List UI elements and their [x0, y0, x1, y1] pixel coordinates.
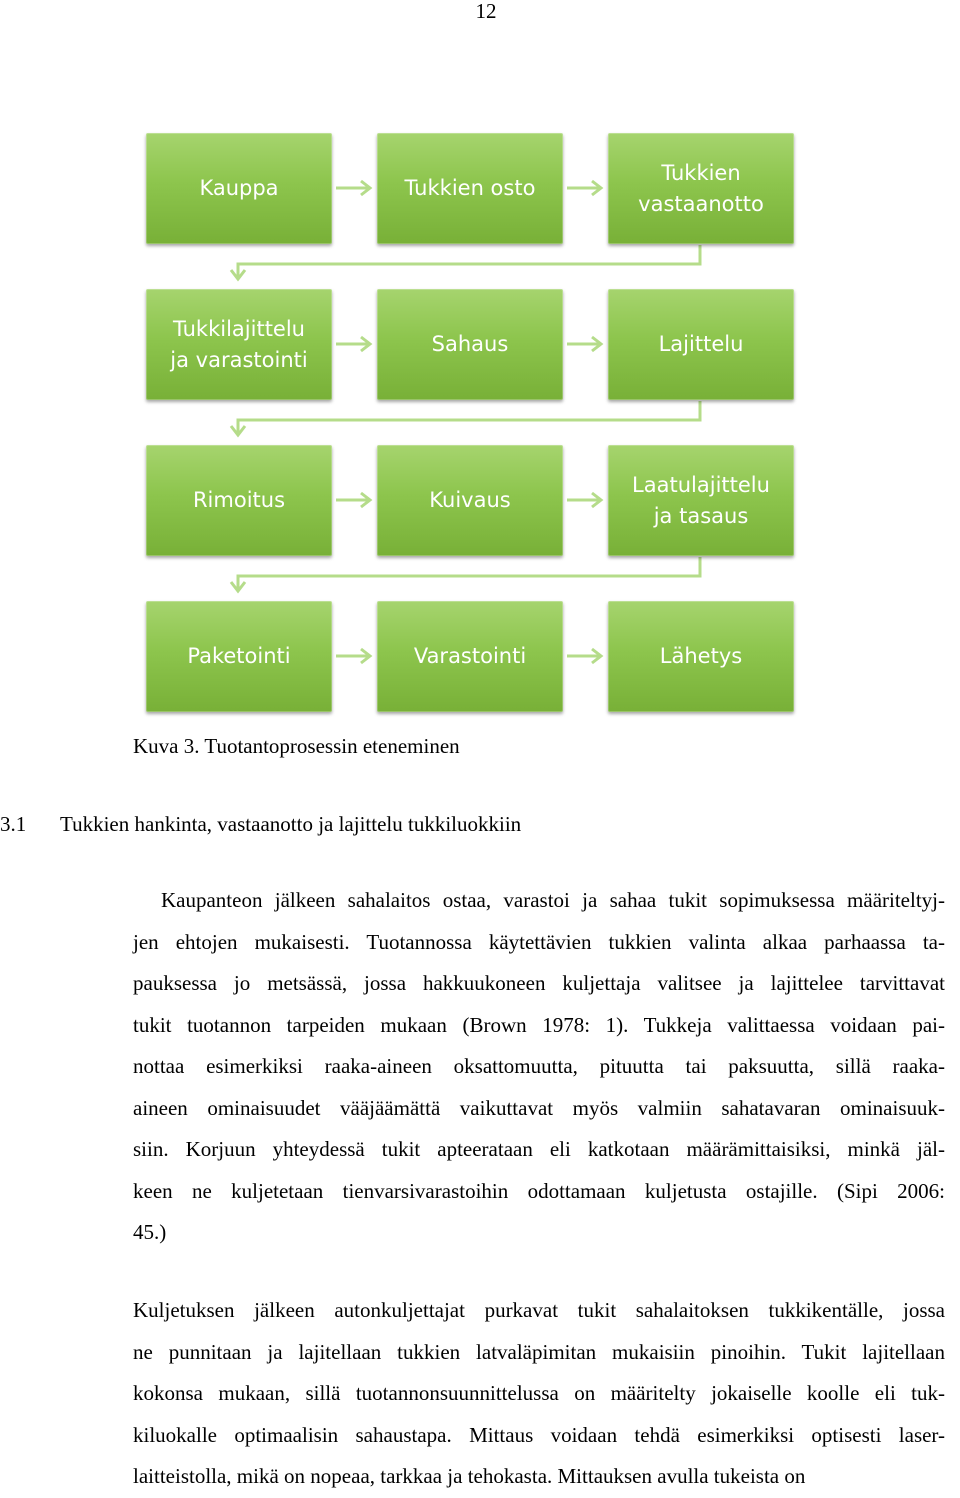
step-label: Rimoitus: [192, 488, 286, 512]
step-lajittelu: [608, 289, 794, 400]
step-sahaus: [377, 289, 563, 400]
arrow-osto-to-vastaanotto: [567, 181, 601, 195]
arrow-tukkilajittelu-to-sahaus: [336, 337, 370, 351]
section-heading: [0, 811, 521, 837]
section-number: 3.1: [0, 812, 27, 836]
section-title: Tukkien hankinta, vastaanotto ja lajittelu tukkiluokkiin: [60, 812, 522, 836]
paragraph-line: nottaa esimerkiksi raaka-aineen oksattomuutta, pituutta tai paksuutta, sillä raaka-: [133, 1054, 945, 1078]
step-label: Kauppa: [199, 176, 279, 200]
step-label: Tukkien vastaanotto: [638, 160, 764, 216]
step-laatulajittelu: [608, 445, 794, 556]
arrow-kuivaus-to-laatulajittelu: [567, 493, 601, 507]
step-label: Varastointi: [413, 644, 527, 668]
paragraph-line: 45.): [133, 1220, 167, 1244]
paragraph-line: Kuljetuksen jälkeen autonkuljettajat purkavat tukit sahalaitoksen tukkikentälle, jossa: [133, 1298, 945, 1322]
paragraph-line: kokonsa mukaan, sillä tuotannonsuunnittelussa on määritelty jokaiselle koolle eli tuk-: [133, 1381, 945, 1405]
step-label: Tukkien osto: [404, 176, 536, 200]
arrow-paketointi-to-varastointi: [336, 649, 370, 663]
step-rimoitus: [146, 445, 332, 556]
step-kuivaus: [377, 445, 563, 556]
paragraph-line: tukit tuotannon tarpeiden mukaan (Brown 1978: 1). Tukkeja valittaessa voidaan pai-: [133, 1012, 945, 1037]
step-tukkilajittelu: [146, 289, 332, 400]
arrow-rimoitus-to-kuivaus: [336, 493, 370, 507]
figure-caption: Kuva 3. Tuotantoprosessin eteneminen: [133, 734, 460, 758]
arrow-varastointi-to-lahetys: [567, 649, 601, 663]
paragraph-line: pauksessa jo metsässä, jossa hakkuukoneen kuljettaja valitsee ja lajittelee tarvittavat: [133, 971, 945, 995]
connector-row2-to-row3: [231, 401, 700, 435]
arrow-sahaus-to-lajittelu: [567, 337, 601, 351]
step-varastointi: [377, 601, 563, 712]
step-label: Sahaus: [431, 332, 509, 356]
paragraph-1: [133, 880, 945, 1254]
arrow-kauppa-to-osto: [336, 181, 370, 195]
connector-row3-to-row4: [231, 557, 700, 591]
step-label: Kuivaus: [429, 488, 511, 512]
paragraph-line: aineen ominaisuudet vääjäämättä vaikuttavat myös valmiin sahatavaran ominaisuuk-: [133, 1095, 945, 1120]
paragraph-2: [133, 1290, 945, 1498]
step-kauppa: [146, 133, 332, 244]
step-lahetys: [608, 601, 794, 712]
step-label: Lajittelu: [658, 332, 744, 356]
paragraph-line: ne punnitaan ja lajitellaan tukkien latvaläpimitan mukaisiin pinoihin. Tukit lajitellaan: [133, 1339, 945, 1364]
paragraph-line: jen ehtojen mukaisesti. Tuotannossa käytettävien tukkien valinta alkaa parhaassa ta-: [133, 929, 945, 954]
paragraph-line: keen ne kuljetetaan tienvarsivarastoihin odottamaan kuljetusta ostajille. (Sipi 2006:: [133, 1178, 945, 1203]
step-label: Tukkilajittelu ja varastointi: [170, 316, 308, 372]
paragraph-line: laitteistolla, mikä on nopeaa, tarkkaa ja tehokasta. Mittauksen avulla tukeista on: [133, 1464, 806, 1488]
paragraph-line: Kaupanteon jälkeen sahalaitos ostaa, varastoi ja sahaa tukit sopimuksessa määriteltyj-: [161, 888, 945, 912]
step-label: Paketointi: [187, 644, 291, 668]
step-tukkien-osto: [377, 133, 563, 244]
step-label: Lähetys: [659, 644, 743, 668]
step-paketointi: [146, 601, 332, 712]
process-flow-diagram: [0, 0, 960, 720]
page-number: 12: [475, 0, 497, 23]
step-tukkien-vastaanotto: [608, 133, 794, 244]
paragraph-line: kiluokalle optimaalisin sahaustapa. Mittaus voidaan tehdä esimerkiksi optisesti laser-: [133, 1422, 945, 1447]
connector-row1-to-row2: [231, 245, 700, 279]
paragraph-line: siin. Korjuun yhteydessä tukit apteerataan eli katkotaan määrämittaisiksi, minkä jäl-: [133, 1137, 945, 1161]
step-label: Laatulajittelu ja tasaus: [632, 472, 770, 528]
